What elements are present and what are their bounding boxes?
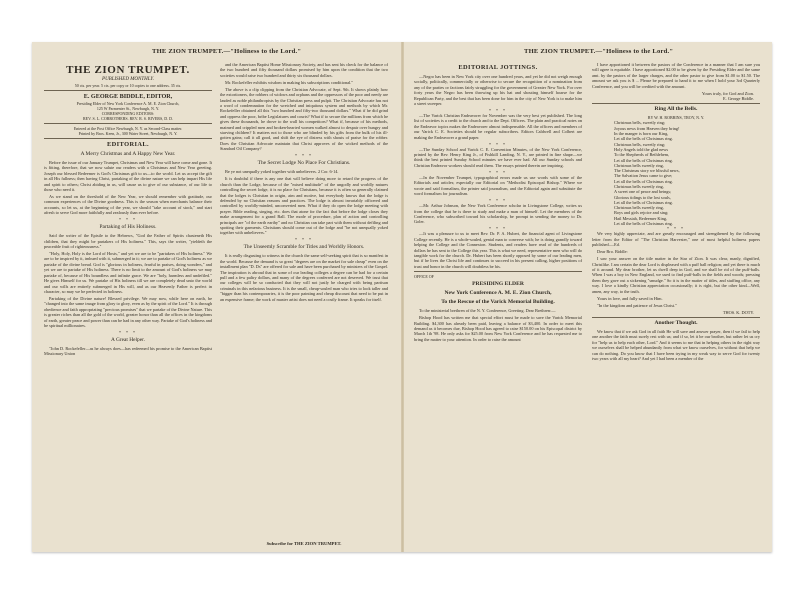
poem-line: The Salvation Jesus came to give; [614,173,673,179]
subscribe-footer: Subscribe for THE ZION TRUMPET. [266,541,342,546]
stars-separator: * * * [489,169,507,175]
running-head: THE ZION TRUMPET.—"Holiness to the Lord." [524,48,674,55]
signature: E. George Biddle. [723,96,754,102]
office-of-label: OFFICE OF [414,274,434,280]
article-paragraph: —Negro has been in New York city over one hundred years, and yet he did not weigh enough socially, politically, commercially or otherwise to secure the recognition of a nomination from any of the parties or factions fairly struggling for the government of Greater New York. For over forty years the Negro has been throwing up his hat and shouting himself hoarse for the Republican Party, and the best that has been done for him in the city of New York is to make him a street sweeper. [414,74,582,107]
bells-heading: Ring All the Bells. [654,106,698,113]
poem-line: Boys and girls rejoice and sing; [614,210,669,216]
poem-line: The Christmas story we blissful news, [614,168,680,174]
masthead-terms: 50 cts. per year. 5 cts. per copy or 10 copies to one address. 35 cts. [74,83,182,88]
masthead-editor: E. GEORGE BIDDLE, EDITOR, [83,93,173,100]
article-paragraph: It is really disgusting to witness in the church the same self-seeking spirit that is so manifest in the world. Because the demand is so great "degrees are on the market for sale cheap" even on the installment plan "D. Ds" are offered for sale and have been purchased by ministers of the Gospel. The inspiration is abroad that in some of our leading colleges a degree can be had for a certain pull and a few paltry dollars, and many of the degrees conferred are not deserved. We trust that our colleges will be so conducted that they will not justly be charged with being partisan criminals in this nefarious business. It is the small, cheap-souled man who tries to look taller and "bigger than his contemporaries, it is the poor painting and cheap discount that need to be put in an expensive frame; the work of master artist does not need a costly frame. It speaks for itself. [220,253,388,302]
article-paragraph: We very highly appreciate, and are greatly encouraged and strengthened by the following letter from the Editor of "The Christian Harvester," one of most helpful holiness papers published.—Ed. [592,231,760,248]
poem-line: Let all the bells of Christmas ring. [614,221,673,227]
rule-divider [592,103,760,104]
stars-separator: * * * [119,329,137,335]
masthead-corresponding: CORRESPONDING EDITORS: [101,111,155,116]
article-paragraph: It is doubtful if there is any one that will believe doing more to retard the progress of the church than the Lodge, because of the "mixed multitude" of the ungodly and worldly natures controlling the secret lodge, it is no place for Christians, because it is often so generally claimed that the lodges is Christian in origin, aim and motive, but everybody knows that the lodge is defended by no Christian reasons and practices. The lodge is almost invariably officered and controlled by worldly-minded, unconverted men. What if they do open the lodge meeting with prayer. Bible reading, singing, etc. does that atone for the fact that before the lodge closes they make arrangement for a grand Ball. The mode of procedure, plan of action and controlling principals are "of the earth earthy" and no Christian can take part with them without defiling and spotting their garments. Christians should come out of the lodge and "be not unequally yoked together with unbelievers." [220,176,388,236]
masthead-title: THE ZION TRUMPET. [66,64,190,76]
article-paragraph: Mr. Rockefeller exhibits wisdom in making his subscriptions conditional." [225,79,354,85]
another-thought-heading: Another Thought. [654,320,698,327]
rule-divider [44,90,212,91]
lodge-heading: The Secret Lodge No Place For Christians. [257,160,351,167]
article-paragraph: —It was a pleasure to us to meet Rev. Dr. P. A. Hubert, the financial agent of Livingstone College recently. He is a whole-souled, genial man to converse with; he is doing grandly toward helping the College and the Connexion. Students, and readers have read of the hundreds of dollars he has sent to the College this year. This is what we need, representative men who will do tangible work for the church. Dr. Hubert has been shortly opposed by some of our leading men, but if he lives the Christ life and continues to succeed in his present calling, higher positions of trust and honor in the church will doubtless be his. [414,231,582,269]
poem-line: Holy Angels told the glad news [614,146,669,152]
article-paragraph: Said the writer of the Epistle to the Hebrews, "God the Father of Spirits chasteneth His children, that they might be partakers of His holiness." This, says the writer, "yieldeth the peaceable fruit of righteousness." [44,233,212,250]
doty-signature: THOS. K. DOTY. [722,309,754,315]
left-page [32,42,401,552]
article-paragraph: We know that if we ask God in all faith He will save and answer prayer, then if we fail to help one another the faith must surely rest with us; and if so, let it be our brother, but rather let us cry for "help us to help each other, Lord." And it seems to me that in helping others in the right way we ourselves shall be helped abundantly from what we know ourselves, for without that help we can do nothing. Do you know that I have been trying in my weak way to serve God for twenty two years with all my heart? And yet I had been a member of the [592,329,760,362]
masthead-editor-line: Presiding Elder of New York Conference A. M. E. Zion Church, [76,101,180,106]
rule-divider [414,271,582,272]
article-paragraph: —Mr. Arthur Johnson, the New York Conference scholar in Livingstone College, writes us from the college that he is there to study and make a man of himself. Let the members of the Conference, who subscribed toward his scholarship, be prompt in sending the money to Dr. Goler. [414,203,582,225]
editorial-heading: EDITORIAL. [106,141,150,148]
poem-line: Let all the bells of Christmas ring. [614,178,673,184]
stars-separator: * * * [489,198,507,204]
yours-truly: Yours truly, for God and Zion. [701,90,754,96]
article-paragraph: Be ye not unequally yoked together with unbelievers. 2 Cor. 6-14. [225,169,339,175]
poem-line: Joyous news from Heaven they bring! [614,125,680,131]
article-paragraph: I have apportioned it between the pastors of the Conference in a manner that I am sure you will agree is equitable. I have apportioned $2.00 to be given by the Presiding Elder and the same amt. by the pastors of the larger charges, and the other pastor to give from $1.00 to $1.50. The amount we ask you is $ ... Please be prepared to hand it to me when I hold your 3rd Quarterly Conference, and you will be credited with the amount. [592,62,760,89]
running-head: THE ZION TRUMPET.—"Holiness to the Lord." [152,48,302,55]
masthead-entered: Entered at the Post Office Newburgh, N. Y. as Second-Class matter. [73,126,183,131]
stars-separator: * * * [119,217,137,223]
article-paragraph: Before the issue of our January Trumpet, Christmas and New Year will have come and gone. It is fitting, therefore, that we now salute our readers with a Christmas and New Year greeting. Joseph our blessed Redeemer is God's Christmas gift to us—to the world. Let us accept the gift in all His fullness; then having Christ, partaking of the divine nature we can help impart His life and spirit to others; Christ abiding in us, will cause us to give of our substance, of our life to those who need it. [44,160,212,193]
rule-divider [592,317,760,318]
presiding-elder-heading: PRESIDING ELDER [472,281,524,288]
scramble-heading: The Unseemly Scramble for Titles and Worldly Honors. [243,244,365,251]
holiness-heading: Partaking of His Holiness. [99,224,157,231]
masthead-published: PUBLISHED MONTHLY. [102,77,154,82]
article-paragraph: Dear Bro. Biddle: [597,249,628,255]
poem-line: Let all the bells of Christmas ring. [614,136,673,142]
poem-line: To the Shepherds of Bethlehem, [614,152,670,158]
article-paragraph: and the American Baptist Home Missionary Society, and has sent his check for the balance of the two hundred and fifty thousand dollars promised by him upon the condition that the two societies would raise two hundred and thirty six thousand dollars. [220,62,388,78]
poem-line: In the manger is born our King, [614,131,669,137]
masthead-address: 125 W Parmenter St., Newburgh, N. Y. [96,106,160,111]
presiding-elder-subheading: New York Conference A. M. E. Zion Church, [444,290,552,297]
article-paragraph: "John D. Rockefeller—as he always does—has redeemed his promise to the American Baptist Missionary Union [44,345,212,357]
poem [592,120,760,226]
poem-line: Christmas bells sweetly ring, [614,162,664,168]
article-paragraph: Yours in love, and fully saved in Him. [597,295,663,301]
poem-line: Let all the bells of Christmas ring. [614,199,673,205]
stars-separator: * * * [295,153,313,159]
article-paragraph: As we stand on the threshold of the New Year, we should remember with gratitude, our common experiences of the Divine goodness. This is the season when merchants balance their accounts, so let us, at the beginning of the year, we should "take account of stock," and start afresh to serve God more faithfully and zealously than ever before. [44,194,212,216]
left-column-1 [44,62,212,536]
stars-separator: * * * [489,108,507,114]
poem-line: Hail Messiah, Redeemer King, [614,215,668,221]
article-paragraph: —The Varick Christian Endeavorer for November was the very best yet published. The long list of societies is a credit to the church and to the Dept. Officers. The plain and practical notes on the Endeavor topics makes the Endeavorer almost indispensable. All the officers and members of our Varick C. E. Societies should be regular subscribers. Editors Caldwell and Colbert are making the Endeavorer a grand paper. [414,113,582,140]
masthead-correspondents: REV. S. L. CORROTHERS. REV. R. S. RIVERS, D. D. [83,116,173,121]
stars-separator: * * * [489,226,507,232]
poem-line: A sweet one of peace and beings; [614,189,672,195]
left-column-2 [220,62,388,536]
poem-line: Christmas bells, sweetly ring; [614,120,666,126]
helper-heading: A Great Helper. [111,336,145,343]
article-paragraph: "Holy, Holy, Holy is the Lord of Hosts," and yet we are to be "partakers of His holiness." We are to be inspired by it, imbued with it, submerged in it; we are to partake of God's holiness as we partake of the divine bread. God is "glorious in holiness, fearful in praises, doing wonders," and yet we are to partake of His holiness. There is no limit to the amount of God's holiness we may partake of, because of His boundless and infinite grace. We are "holy, harmless and undefiled." He gives Himself for us. We partake of His holiness till we are completely dead unto the world and our wills are entirely submerged in His will, and as our Heavenly Father is perfect in character, so may we be perfected in holiness. [44,251,212,294]
right-page [404,42,772,552]
stars-separator: * * * [667,226,685,232]
bells-author: BY W. H. ROBBINS, TROY, N. Y. [647,115,705,121]
rule-divider [44,123,212,124]
article-paragraph: I saw your answer on the title matter in the Star of Zion. It was clear, manly, dignified, Christlike. I am certain the dear Lord is displeased with a puff ball religion; and yet there is much of it around. My dear brother, let us dwell deep in God, and we shall be rid of the puff-balls. When I was a boy in New England, we used to find puff-balls in the fields and woods; pressing them they gave out a sickening "smudge." So it is in the matter of titles, and stuffing office, any way. I love a kindly Christian appreciation occasionally; it is right, but the other kind—Well, amen, any way, to the truth. [592,256,760,294]
article-paragraph: To the ministerial brethren of the N. Y. Conference, Greeting. Dear Brethren:— [419,308,556,314]
right-column-1 [414,62,582,536]
jottings-heading: EDITORIAL JOTTINGS. [458,64,538,71]
poem-line: Christmas bells, sweetly ring; [614,141,666,147]
article-paragraph: —The Sunday School and Varick C. E. Convention Minutes, of the New York Conference, printed by the Rev. Henry King Jr., of Fishkill Landing, N. Y., are printed in fine shape—we think the best printed Sunday School minutes we have ever had. All our Sunday schools and Christian Endeavor workers should read them. The essays printed therein are inspiring. [414,146,582,168]
article-paragraph: —In the November Trumpet, typographical errors made us use words with some of the Editorials and articles; especially our Editorial on "Methodist Episcopal Bishop." Where we wrote and said formalism, the printer said journalism, and the Editorial again and substitute the word formalism for journalism. [414,174,582,197]
rule-divider [44,138,212,139]
presiding-elder-subheading: To the Rescue of the Varick Memorial Building. [441,299,555,306]
poem-line: Christmas bells sweetly ring, [614,184,664,189]
poem-line: Christmas bells sweetly ring, [614,205,664,211]
poem-line: Let all the bells of Christmas ring. [614,157,673,163]
stars-separator: * * * [489,141,507,147]
article-paragraph: "In the kingdom and patience of Jesus Christ." [597,302,677,308]
poem-line: Glorious tidings to the lost souls, [614,194,671,200]
stars-separator: * * * [295,237,313,243]
editorial-subheading: A Merry Christmas and A Happy New Year. [80,151,176,157]
article-paragraph: The above is a clip clipping from the Christian Advocate, of Sept. 9th. It shows plainly how the extortioners, the robbers of widows and orphans and the oppressors of the poor and needy are lauded as noble philanthropists by the Christian press and pulpit. The Christian Advocate has not a word of condemnation for the wretched and iniquitous system and methods by which Mr. Rockefeller obtained all this "two hundred and fifty-two thousand dollars." What if he did grind and oppress the poor, bribe Legislatures and courts? What if to secure the millions from which he gives these thousands, he drove to the wall his competitors? What if, because of his methods, maimed and crippled men and broken-hearted women walked almost to despair over hungry and starving children? It matters not to those who are blinded by his gifts from the bulk of his ill-gotten gains; call it all good, and shift the eye of distress with shouts of praise for the robber. Does the Christian Advocate maintain that Christ approves of the wicked methods of the Standard Oil Company? [220,86,388,152]
article-paragraph: Partaking of the Divine nature! Blessed privilege. We may now, while here on earth, be "changed into the same image from glory to glory, even as by the spirit of the Lord." It is through obedience and faith appropriating "precious promises" that we partake of the Divine Nature. This is greater riches than all the gold of the world, greater honor than all the offices in the kingdoms of earth, greater peace and power than can be had in any other way. Partake of God's holiness and be spiritual millionaires. [44,295,212,328]
right-column-2 [592,62,760,536]
newspaper-spread [32,42,772,552]
article-paragraph: Bishop Hood has written me that special effort must be made to save the Varick Memorial Building. $4,300 has already been paid, leaving a balance of $3,400. In order to meet this demand as it becomes due, Bishop Hood has agreed to raise $150.00 on his Episcopal district by March 1th '98. He only asks for $25.00 from New York Conference and he has requested me to bring the matter to your attention. In order to raise the amount [414,315,582,342]
masthead-printed: Printed by Bros. Keen, Jr., 300 Water Street, Newburgh, N. Y. [78,131,178,136]
